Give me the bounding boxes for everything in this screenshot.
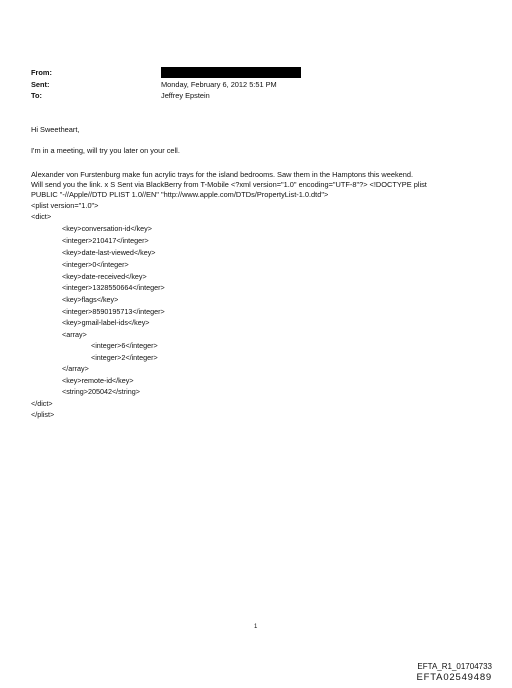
bates-stamp-small: EFTA_R1_01704733	[417, 662, 492, 671]
code-line: <integer>2</integer>	[91, 353, 158, 362]
bates-stamp-large: EFTA02549489	[416, 672, 492, 683]
sent-value: Monday, February 6, 2012 5:51 PM	[161, 80, 277, 89]
code-line: </dict>	[31, 399, 53, 408]
code-line: <key>flags</key>	[62, 295, 119, 304]
page-number: 1	[254, 624, 258, 630]
code-line: <integer>8590195713</integer>	[62, 307, 165, 316]
code-line: <key>date-received</key>	[62, 272, 147, 281]
redaction-bar	[161, 67, 301, 78]
body-line-1: I'm in a meeting, will try you later on your cell.	[31, 146, 180, 155]
code-line: <array>	[62, 330, 87, 339]
code-line: <key>conversation-id</key>	[62, 224, 152, 233]
from-label: From:	[31, 68, 52, 77]
code-line: </array>	[62, 364, 89, 373]
plist-open-line: <plist version="1.0">	[31, 201, 99, 210]
code-line: <integer>210417</integer>	[62, 236, 149, 245]
paragraph-line: Alexander von Furstenburg make fun acrylic trays for the island bedrooms. Saw them in the Hamptons this weekend.	[31, 170, 414, 179]
code-line: <string>205042</string>	[62, 387, 140, 396]
to-label: To:	[31, 91, 42, 100]
code-line: <integer>1328550664</integer>	[62, 283, 165, 292]
sent-label: Sent:	[31, 80, 50, 89]
code-line: <integer>0</integer>	[62, 260, 129, 269]
paragraph-line: PUBLIC "-//Apple//DTD PLIST 1.0//EN" "http://www.apple.com/DTDs/PropertyList-1.0.dtd">	[31, 190, 329, 199]
code-line: </plist>	[31, 410, 55, 419]
code-line: <key>gmail-label-ids</key>	[62, 318, 150, 327]
greeting: Hi Sweetheart,	[31, 125, 80, 134]
code-line: <key>remote-id</key>	[62, 376, 134, 385]
code-line: <key>date-last-viewed</key>	[62, 248, 156, 257]
code-line: <integer>6</integer>	[91, 341, 158, 350]
dict-open-line: <dict>	[31, 212, 52, 221]
to-value: Jeffrey Epstein	[161, 91, 210, 100]
paragraph-line: Will send you the link. x S Sent via BlackBerry from T-Mobile <?xml version="1.0" encoding="UTF-8"?> <!DOCTYPE plist	[31, 180, 427, 189]
